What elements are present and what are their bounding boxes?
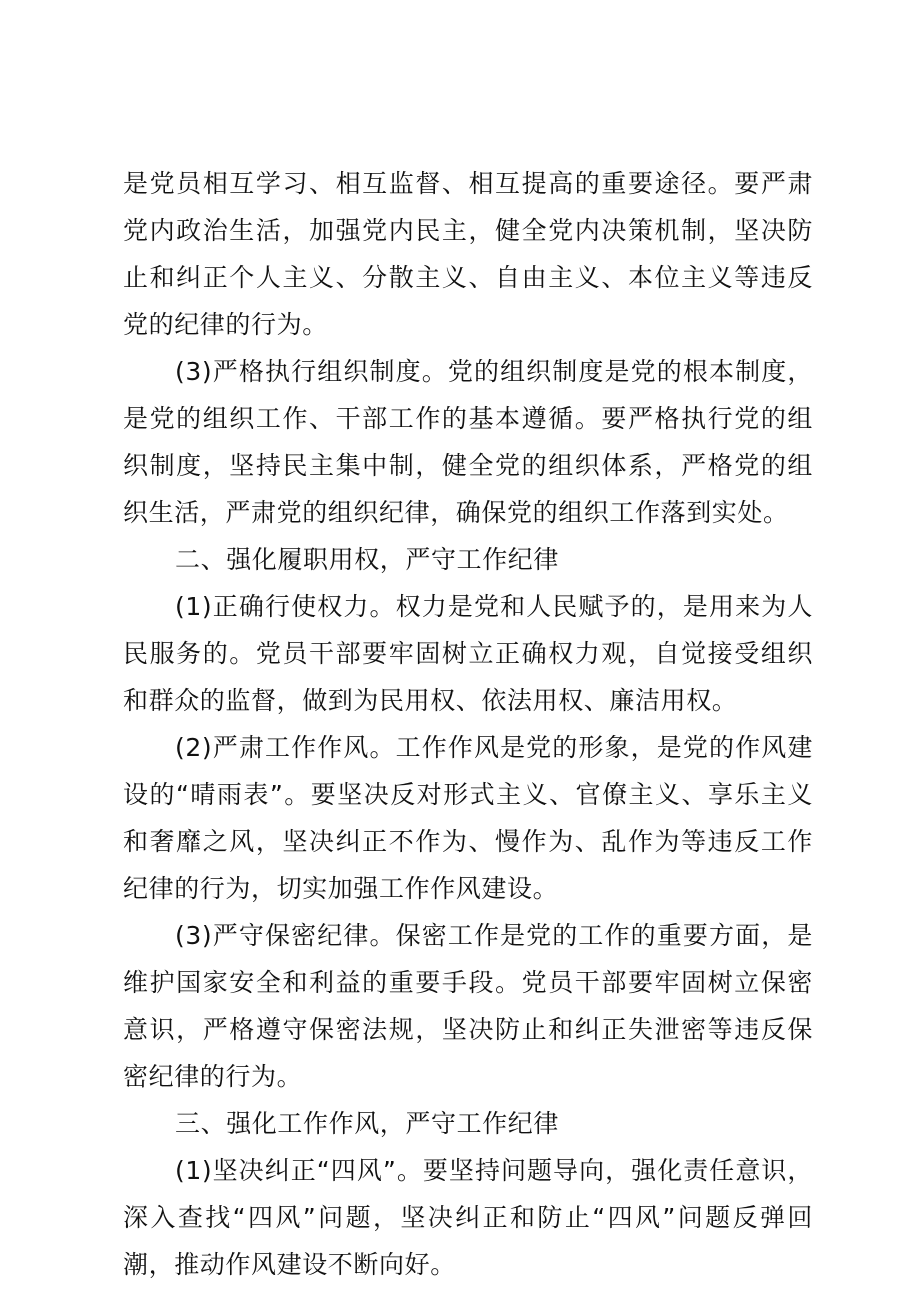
section-heading-3: 三、强化工作作风，严守工作纪律: [175, 1109, 560, 1138]
paragraph-work-style: (2)严肃工作作风。工作作风是党的形象，是党的作风建设的“晴雨表”。要坚决反对形式主义、官僚主义、享乐主义和奢靡之风，坚决纠正不作为、慢作为、乱作为等违反工作纪律的行为，切实加强工作作风建设。: [123, 733, 813, 903]
section-heading-2: 二、强化履职用权，严守工作纪律: [175, 545, 560, 574]
document-body: [123, 160, 813, 1288]
paragraph-continuation: 是党员相互学习、相互监督、相互提高的重要途径。要严肃党内政治生活，加强党内民主，健全党内决策机制，坚决防止和纠正个人主义、分散主义、自由主义、本位主义等违反党的纪律的行为。: [123, 169, 813, 339]
paragraph-confidentiality: (3)严守保密纪律。保密工作是党的工作的重要方面，是维护国家安全和利益的重要手段。党员干部要牢固树立保密意识，严格遵守保密法规，坚决防止和纠正失泄密等违反保密纪律的行为。: [123, 921, 813, 1091]
paragraph-exercise-power: (1)正确行使权力。权力是党和人民赋予的，是用来为人民服务的。党员干部要牢固树立正确权力观，自觉接受组织和群众的监督，做到为民用权、依法用权、廉洁用权。: [123, 592, 813, 715]
paragraph-organization-system: (3)严格执行组织制度。党的组织制度是党的根本制度，是党的组织工作、干部工作的基本遵循。要严格执行党的组织制度，坚持民主集中制，健全党的组织体系，严格党的组织生活，严肃党的组织纪律，确保党的组织工作落到实处。: [123, 357, 813, 527]
paragraph-four-winds: (1)坚决纠正“四风”。要坚持问题导向，强化责任意识，深入查找“四风”问题，坚决纠正和防止“四风”问题反弹回潮，推动作风建设不断向好。: [123, 1156, 813, 1279]
